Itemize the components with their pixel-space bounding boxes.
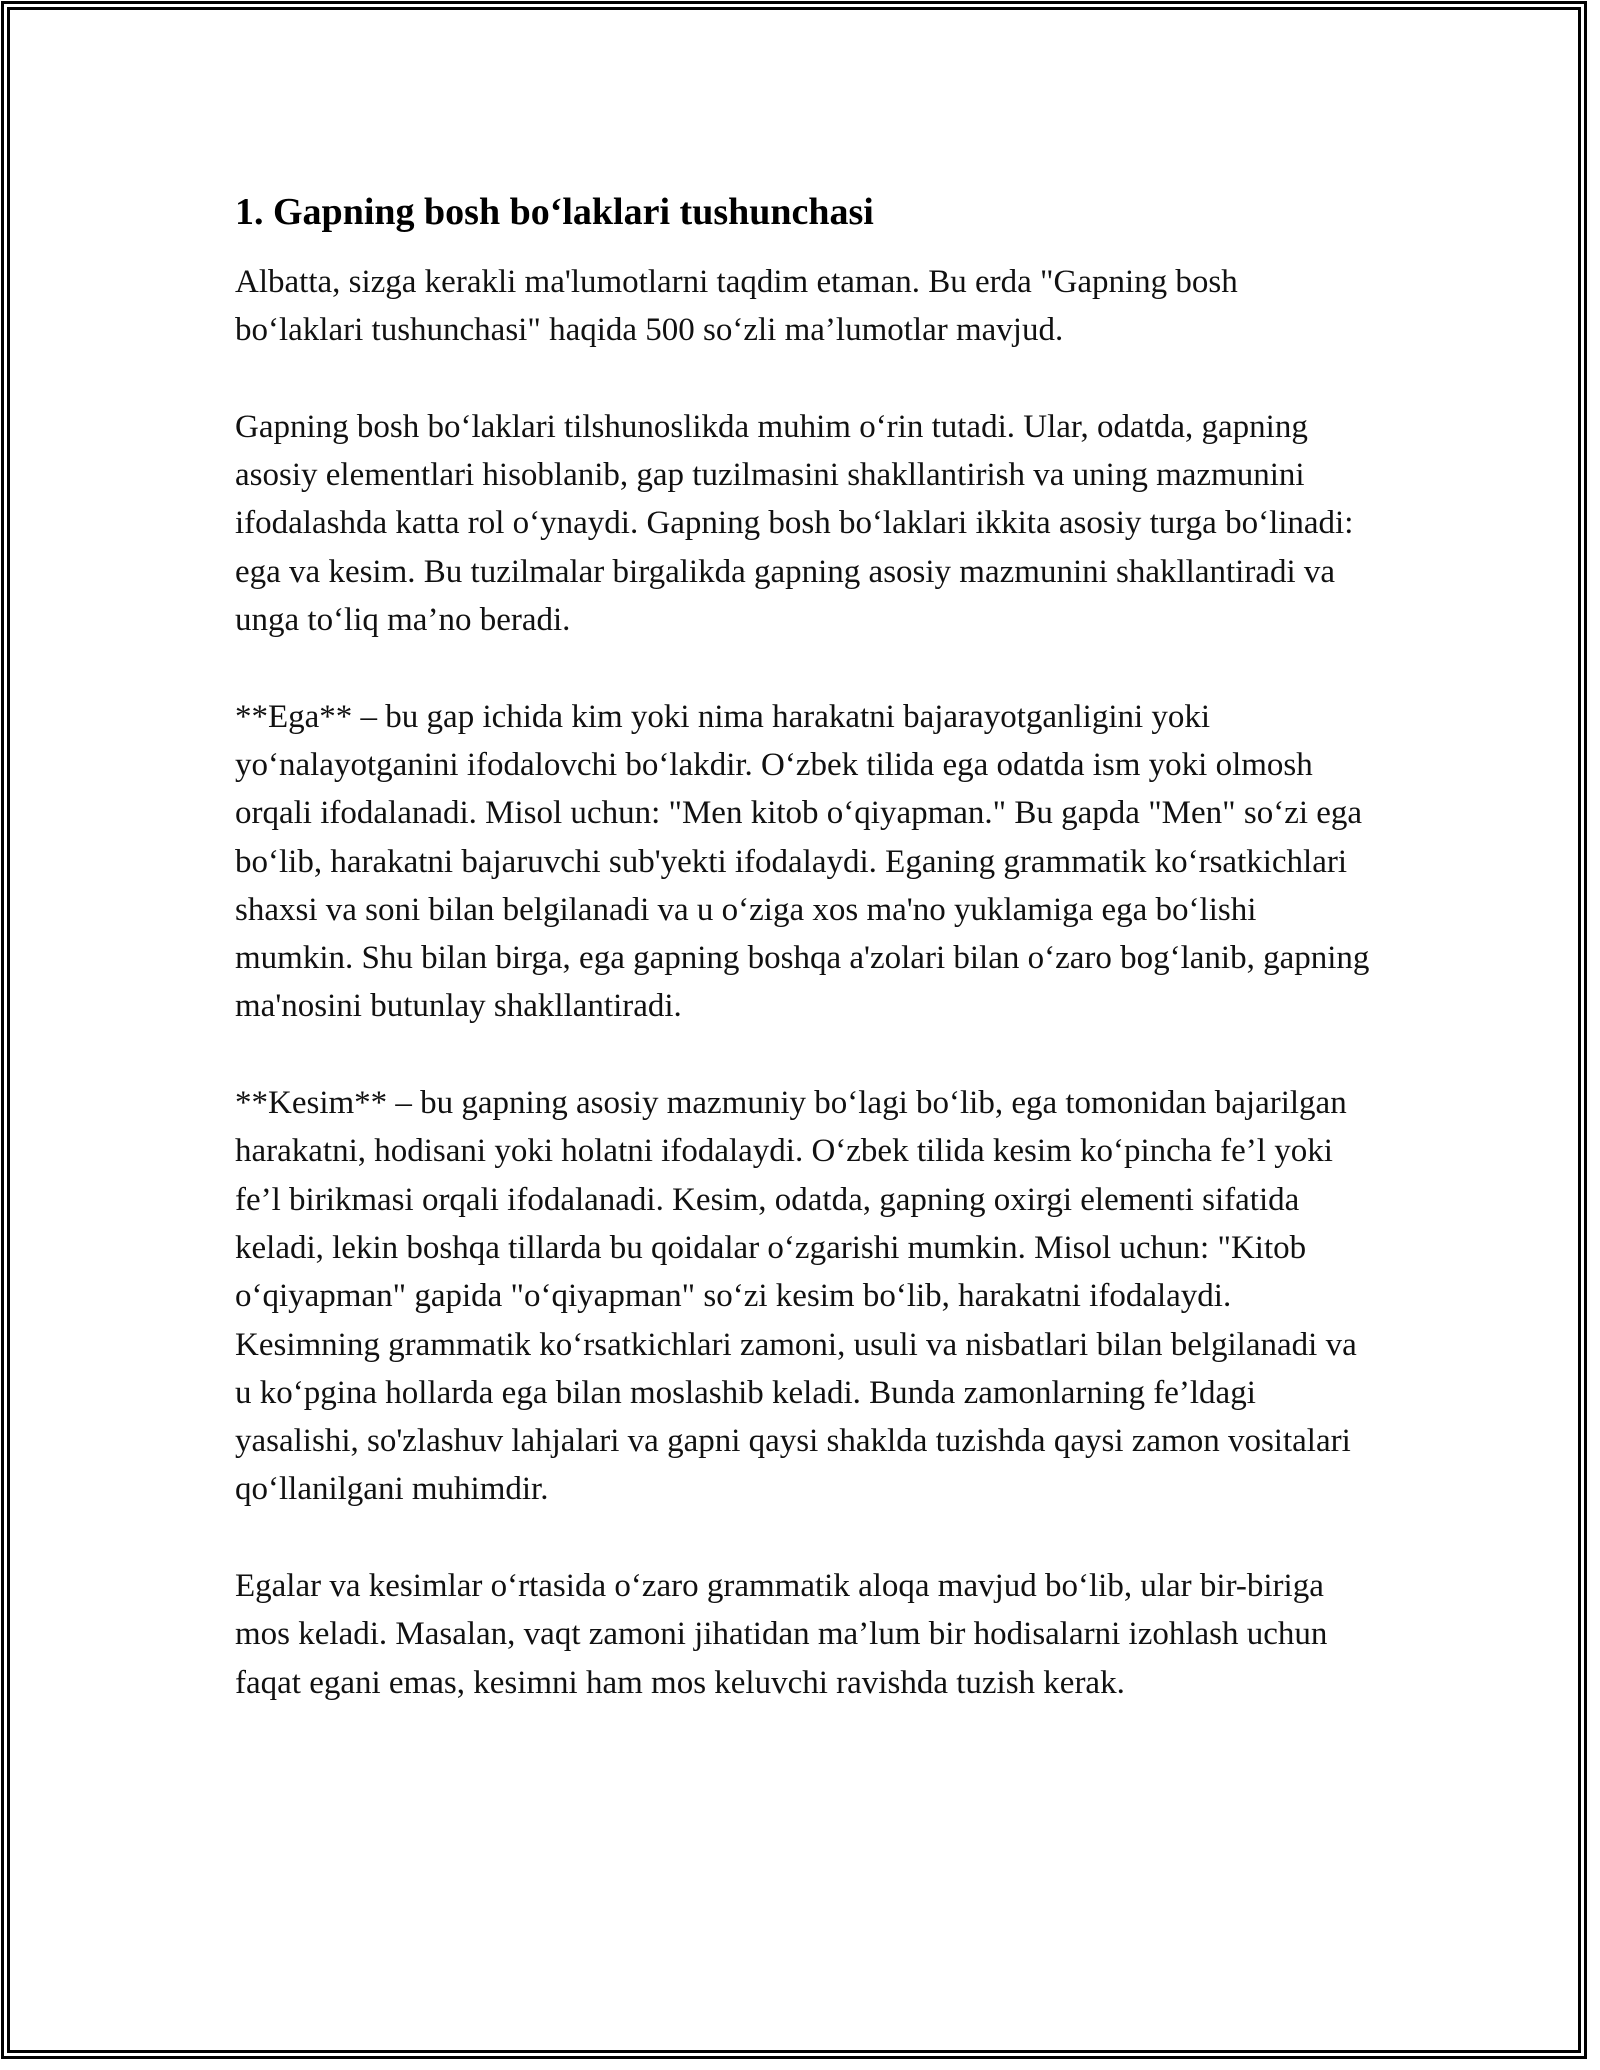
document-body	[235, 186, 1370, 1755]
intro-paragraph: Albatta, sizga kerakli ma'lumotlarni taqdim etaman. Bu erda "Gapning bosh bo‘laklari tushunchasi" haqida 500 so‘zli ma’lumotlar mavjud.	[235, 264, 1238, 349]
document-title: 1. Gapning bosh bo‘laklari tushunchasi	[235, 191, 874, 233]
ega-paragraph: **Ega** – bu gap ichida kim yoki nima harakatni bajarayotganligini yoki yo‘nalayotganini ifodalovchi bo‘lakdir. O‘zbek tilida ega odatda ism yoki olmosh orqali ifodalanadi. Misol uchun: "Men kitob o‘qiyapman." Bu gapda "Men" so‘zi ega bo‘lib, harakatni bajaruvchi sub'yekti ifodalaydi. Eganing grammatik ko‘rsatkichlari shaxsi va soni bilan belgilanadi va u o‘ziga xos ma'no yuklamiga ega bo‘lishi mumkin. Shu bilan birga, ega gapning boshqa a'zolari bilan o‘zaro bog‘lanib, gapning ma'nosini butunlay shakllantiradi.	[235, 698, 1370, 1025]
overview-paragraph: Gapning bosh bo‘laklari tilshunoslikda muhim o‘rin tutadi. Ular, odatda, gapning asosiy elementlari hisoblanib, gap tuzilmasini shakllantirish va uning mazmunini ifodalashda katta rol o‘ynaydi. Gapning bosh bo‘laklari ikkita asosiy turga bo‘linadi: ega va kesim. Bu tuzilmalar birgalikda gapning asosiy mazmunini shakllantiradi va unga to‘liq ma’no beradi.	[235, 408, 1354, 639]
kesim-paragraph: **Kesim** – bu gapning asosiy mazmuniy bo‘lagi bo‘lib, ega tomonidan bajarilgan harakatni, hodisani yoki holatni ifodalaydi. O‘zbek tilida kesim ko‘pincha fe’l yoki fe’l birikmasi orqali ifodalanadi. Kesim, odatda, gapning oxirgi elementi sifatida keladi, lekin boshqa tillarda bu qoidalar o‘zgarishi mumkin. Misol uchun: "Kitob o‘qiyapman" gapida "o‘qiyapman" so‘zi kesim bo‘lib, harakatni ifodalaydi. Kesimning grammatik ko‘rsatkichlari zamoni, usuli va nisbatlari bilan belgilanadi va u ko‘pgina hollarda ega bilan moslashib keladi. Bunda zamonlarning fe’ldagi yasalishi, so'zlashuv lahjalari va gapni qaysi shaklda tuzishda qaysi zamon vositalari qo‘llanilgani muhimdir.	[235, 1085, 1357, 1508]
conclusion-paragraph: Egalar va kesimlar o‘rtasida o‘zaro grammatik aloqa mavjud bo‘lib, ular bir-biriga mos keladi. Masalan, vaqt zamoni jihatidan ma’lum bir hodisalarni izohlash uchun faqat egani emas, kesimni ham mos keluvchi ravishda tuzish kerak.	[235, 1568, 1328, 1701]
